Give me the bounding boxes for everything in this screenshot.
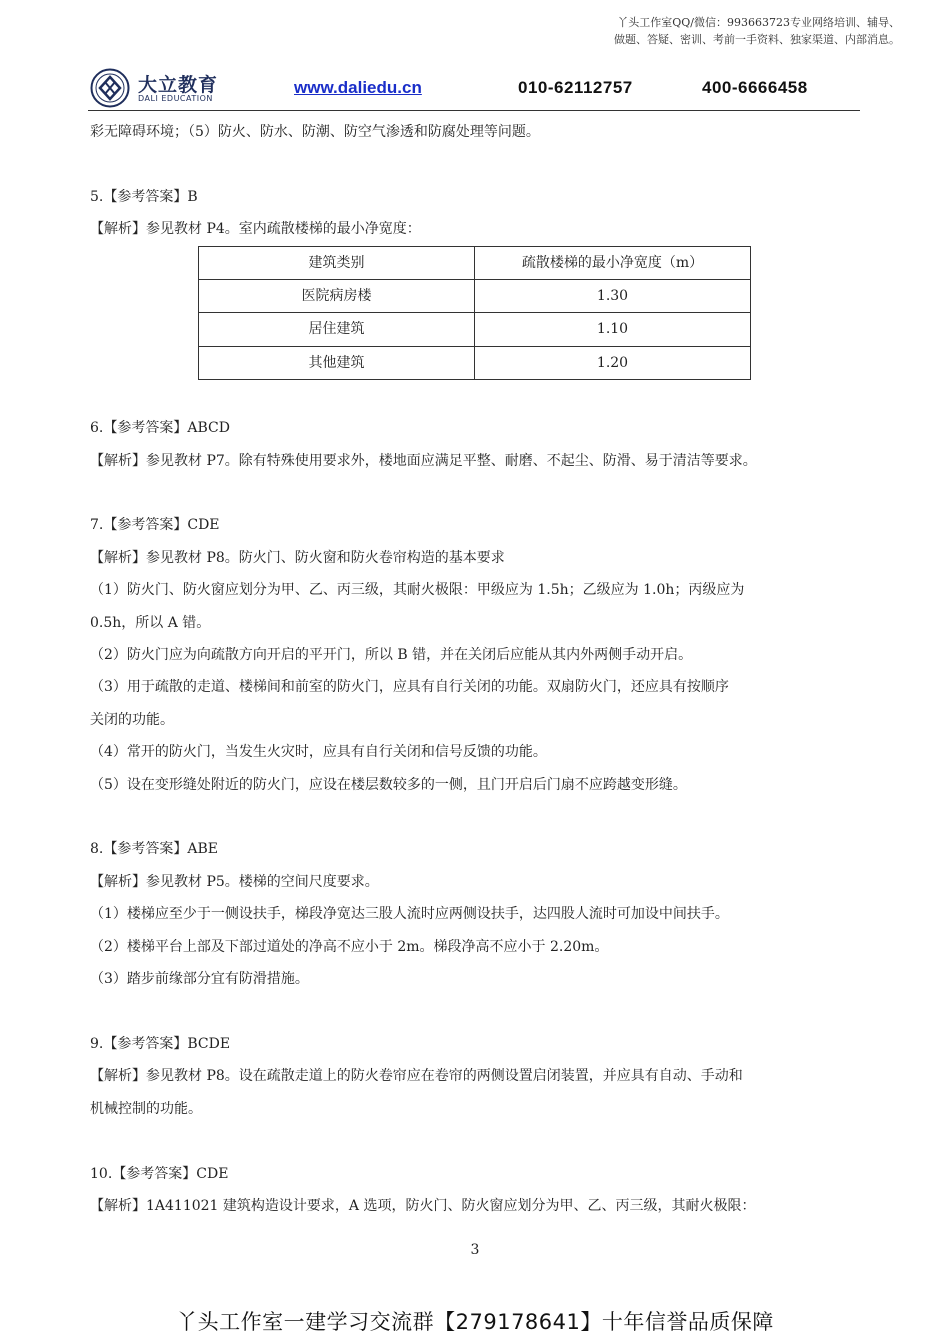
table-header-cell: 建筑类别 <box>199 246 475 279</box>
q8-line: （2）楼梯平台上部及下部过道处的净高不应小于 2m。梯段净高不应小于 2.20m。 <box>90 938 609 955</box>
footer-banner: 丫头工作室一建学习交流群【279178641】十年信誉品质保障 <box>176 1310 774 1334</box>
q9-line: 【解析】参见教材 P8。设在疏散走道上的防火卷帘应在卷帘的两侧设置启闭装置，并应具有自动、手动和 <box>90 1068 743 1085</box>
q8-line: （3）踏步前缘部分宜有防滑措施。 <box>90 971 309 988</box>
table-cell: 医院病房楼 <box>199 280 475 313</box>
q7-line: （5）设在变形缝处附近的防火门，应设在楼层数较多的一侧，且门开启后门扇不应跨越变形缝。 <box>90 776 687 793</box>
table-cell: 居住建筑 <box>199 313 475 346</box>
q7-line: （2）防火门应为向疏散方向开启的平开门，所以 B 错，并在关闭后应能从其内外两侧手动开启。 <box>90 647 693 664</box>
top-note <box>480 14 900 48</box>
table-row <box>199 346 751 379</box>
table-cell: 1.20 <box>475 346 751 379</box>
table-cell: 1.30 <box>475 280 751 313</box>
q6-answer: 6.【参考答案】ABCD <box>90 420 230 437</box>
logo-english-name: DALI EDUCATION <box>138 94 213 103</box>
intro-line: 彩无障碍环境；（5）防火、防水、防潮、防空气渗透和防腐处理等问题。 <box>90 124 540 140</box>
q8-analysis: 【解析】参见教材 P5。楼梯的空间尺度要求。 <box>90 873 379 890</box>
q7-line: （3）用于疏散的走道、楼梯间和前室的防火门，应具有自行关闭的功能。双扇防火门，还应具有按顺序 <box>90 679 729 696</box>
q8-line: （1）楼梯应至少于一侧设扶手，梯段净宽达三股人流时应两侧设扶手，达四股人流时可加设中间扶手。 <box>90 906 729 923</box>
table-row <box>199 280 751 313</box>
q5-answer: 5.【参考答案】B <box>90 188 198 205</box>
logo-chinese-name: 大立教育 <box>138 74 219 96</box>
q6-analysis: 【解析】参见教材 P7。除有特殊使用要求外，楼地面应满足平整、耐磨、不起尘、防滑、易于清洁等要求。 <box>90 452 757 469</box>
q8-answer: 8.【参考答案】ABE <box>90 841 218 858</box>
q5-analysis: 【解析】参见教材 P4。室内疏散楼梯的最小净宽度： <box>90 221 421 238</box>
q10-answer: 10.【参考答案】CDE <box>90 1165 229 1182</box>
q9-answer: 9.【参考答案】BCDE <box>90 1035 231 1052</box>
top-note-line-2: 做题、答疑、密训、考前一手资料、独家渠道、内部消息。 <box>614 33 900 46</box>
stair-width-table <box>198 246 751 381</box>
q7-line: 0.5h，所以 A 错。 <box>90 614 211 631</box>
q10-analysis: 【解析】1A411021 建筑构造设计要求，A 选项，防火门、防火窗应划分为甲、乙、丙三级，其耐火极限： <box>90 1197 756 1214</box>
table-header-cell: 疏散楼梯的最小净宽度（m） <box>475 246 751 279</box>
phone-number-1: 010-62112757 <box>518 78 633 97</box>
dali-logo-icon <box>90 68 130 108</box>
table-header-row <box>199 246 751 279</box>
phone-number-2: 400-6666458 <box>702 78 808 97</box>
top-note-line-1: 丫头工作室QQ/微信：993663723专业网络培训、辅导、 <box>617 16 900 29</box>
page-number: 3 <box>470 1242 480 1258</box>
table-cell: 其他建筑 <box>199 346 475 379</box>
q7-analysis: 【解析】参见教材 P8。防火门、防火窗和防火卷帘构造的基本要求 <box>90 549 505 566</box>
table-cell: 1.10 <box>475 313 751 346</box>
page-content <box>90 116 862 1222</box>
q7-line: 关闭的功能。 <box>90 711 174 728</box>
page-header <box>88 66 860 111</box>
table-row <box>199 313 751 346</box>
dali-logo <box>88 66 228 108</box>
q7-line: （4）常开的防火门，当发生火灾时，应具有自行关闭和信号反馈的功能。 <box>90 744 547 761</box>
q9-line: 机械控制的功能。 <box>90 1100 202 1117</box>
q7-answer: 7.【参考答案】CDE <box>90 517 220 534</box>
q7-line: （1）防火门、防火窗应划分为甲、乙、丙三级，其耐火极限：甲级应为 1.5h；乙级应为 1.0h；丙级应为 <box>90 582 745 599</box>
website-link[interactable]: www.daliedu.cn <box>294 78 422 97</box>
